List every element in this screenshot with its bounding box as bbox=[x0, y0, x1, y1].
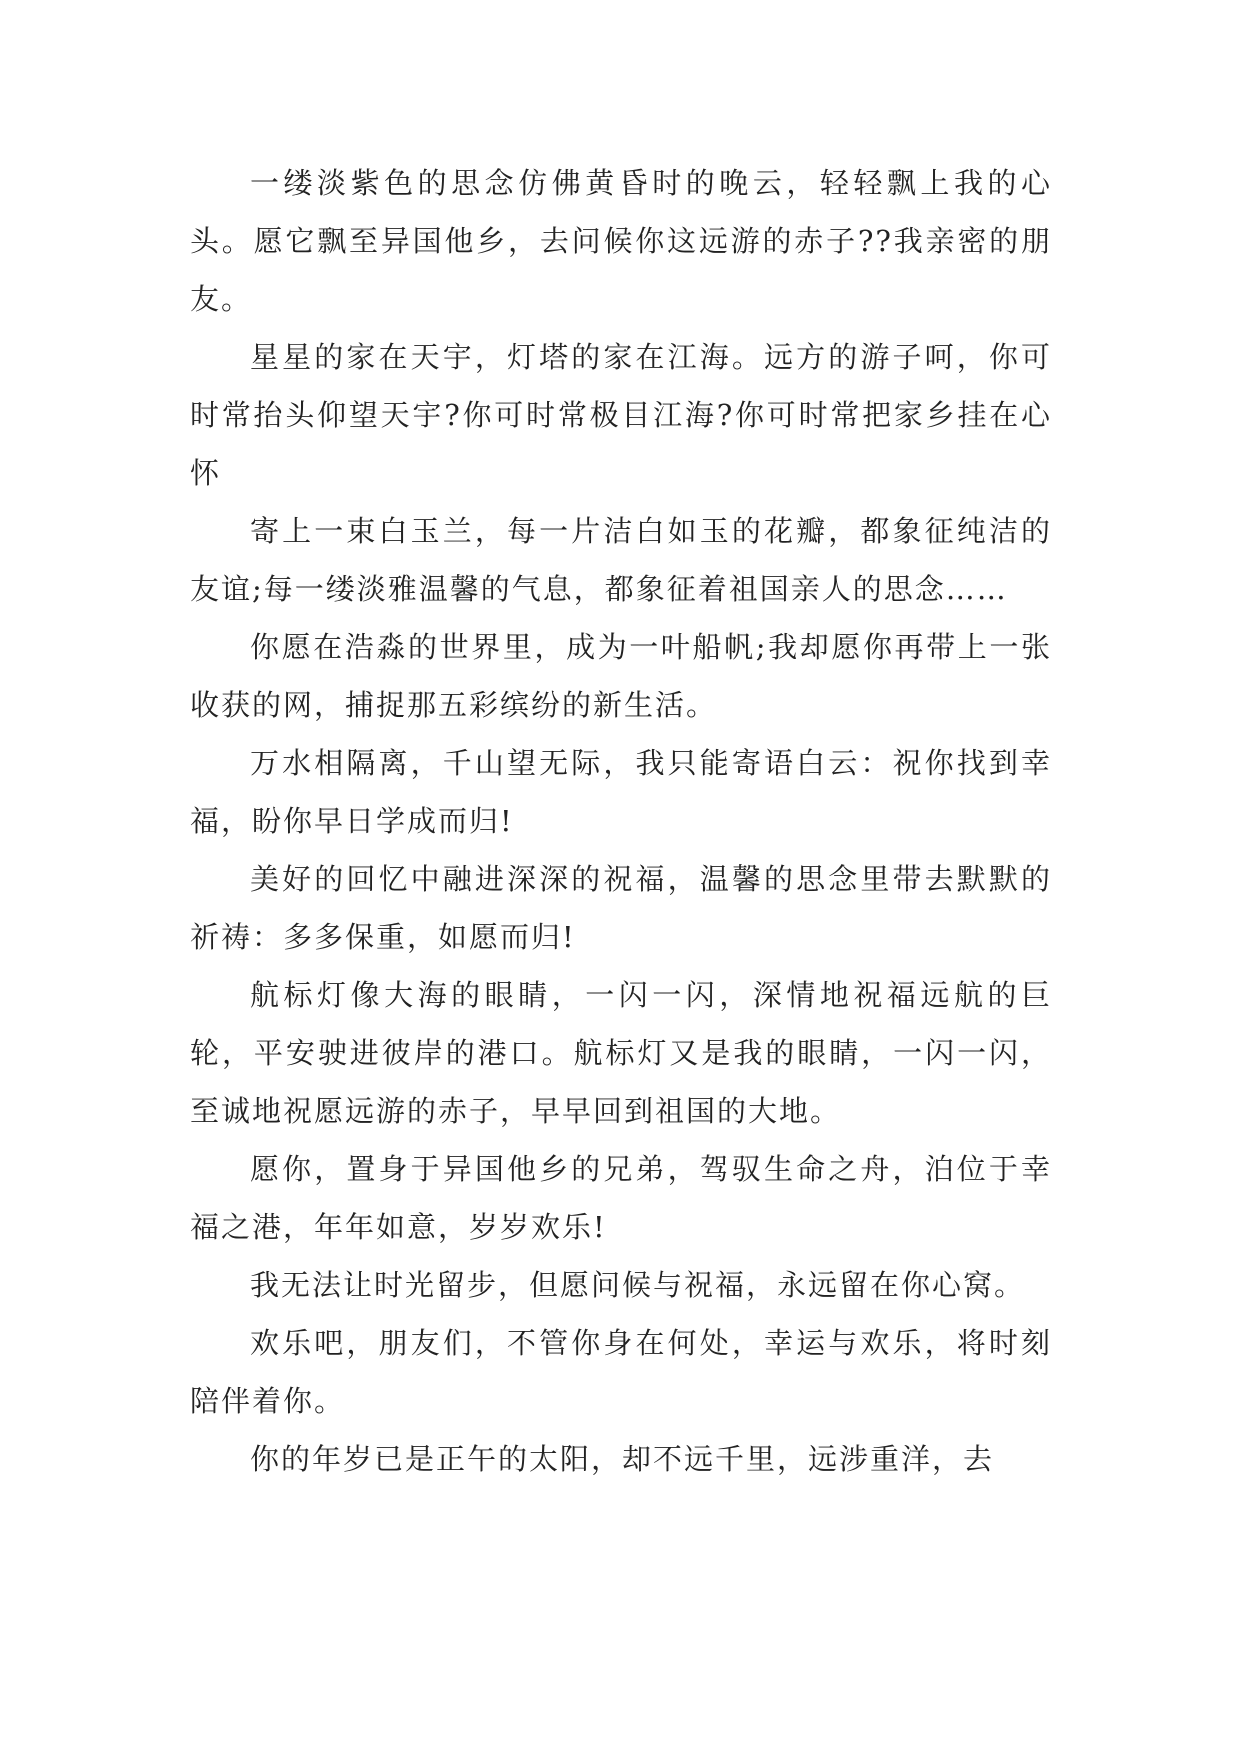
paragraph-1: 一缕淡紫色的思念仿佛黄昏时的晚云，轻轻飘上我的心头。愿它飘至异国他乡，去问候你这远游的赤子??我亲密的朋友。 bbox=[190, 166, 1052, 316]
paragraph-3: 寄上一束白玉兰，每一片洁白如玉的花瓣，都象征纯洁的友谊;每一缕淡雅温馨的气息，都象征着祖国亲人的思念…… bbox=[190, 514, 1052, 606]
paragraph-2: 星星的家在天宇，灯塔的家在江海。远方的游子呵，你可时常抬头仰望天宇?你可时常极目江海?你可时常把家乡挂在心怀 bbox=[190, 340, 1052, 490]
paragraph-7: 航标灯像大海的眼睛，一闪一闪，深情地祝福远航的巨轮，平安驶进彼岸的港口。航标灯又是我的眼睛，一闪一闪，至诚地祝愿远游的赤子，早早回到祖国的大地。 bbox=[190, 978, 1052, 1128]
paragraph-8: 愿你，置身于异国他乡的兄弟，驾驭生命之舟，泊位于幸福之港，年年如意，岁岁欢乐! bbox=[190, 1152, 1052, 1244]
body-text bbox=[190, 154, 1052, 1488]
paragraph-4: 你愿在浩淼的世界里，成为一叶船帆;我却愿你再带上一张收获的网，捕捉那五彩缤纷的新生活。 bbox=[190, 630, 1052, 722]
paragraph-6: 美好的回忆中融进深深的祝福，温馨的思念里带去默默的祈祷：多多保重，如愿而归! bbox=[190, 862, 1052, 954]
paragraph-10: 欢乐吧，朋友们，不管你身在何处，幸运与欢乐，将时刻陪伴着你。 bbox=[190, 1326, 1052, 1418]
paragraph-11: 你的年岁已是正午的太阳，却不远千里，远涉重洋，去 bbox=[250, 1442, 995, 1476]
paragraph-9: 我无法让时光留步，但愿问候与祝福，永远留在你心窝。 bbox=[250, 1268, 1026, 1302]
paragraph-5: 万水相隔离，千山望无际，我只能寄语白云：祝你找到幸福，盼你早日学成而归! bbox=[190, 746, 1052, 838]
